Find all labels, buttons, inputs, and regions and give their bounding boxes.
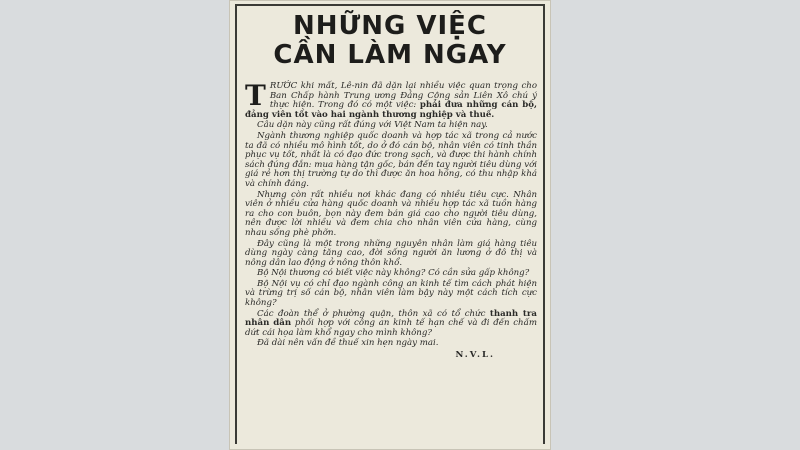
paragraph-5: Đây cũng là một trong những nguyên nhân làm giá hàng tiêu dùng ngày càng tăng cao, đời sống người ăn lương ở đô thị và nông dân lao động ở nông thôn khổ.: [245, 238, 537, 268]
paragraph-8-text-a: Các đoàn thể ở phường quận, thôn xã có tổ chức: [257, 308, 490, 319]
border-rule-top: [235, 4, 545, 6]
drop-cap: T: [245, 79, 266, 112]
article-body: [245, 79, 537, 361]
paragraph-2: Câu dặn này cũng rất đúng với Việt Nam ta hiện nay.: [257, 120, 488, 131]
border-rule-right: [543, 4, 545, 444]
paragraph-9: Đã dài nên vấn đề thuế xin hẹn ngày mai.: [257, 338, 439, 349]
paragraph-1: [245, 79, 537, 120]
paragraph-1-emphasis: phải đưa những cán bộ, đảng viên tốt vào hai ngành thương nghiệp và thuế.: [245, 100, 537, 120]
paragraph-8-emphasis: thanh tra nhân dân: [245, 308, 537, 329]
paragraph-6: Bộ Nội thương có biết việc này không? Có cần sửa gấp không?: [257, 268, 530, 279]
paragraph-4: Nhưng còn rất nhiều nơi khác đang có nhiều tiêu cực. Nhân viên ở nhiều cửa hàng quốc doanh và nhiều hợp tác xã tuồn hàng ra cho con buôn, bọn này đem bán giá cao cho người tiêu dùng, nên được lời nhiều và đem chia cho nhân viên cửa hàng, cùng nhau sống phè phỡn.: [245, 189, 537, 238]
newspaper-clipping: [229, 0, 551, 450]
paragraph-1-text: RƯỚC khi mất, Lê-nin đã dặn lại nhiều việc quan trọng cho Ban Chấp hành Trung ương Đảng Cộng sản Liên Xô chú ý thực hiện. Trong đó có một việc:: [269, 81, 537, 111]
author-signature: N.V.L.: [455, 350, 495, 361]
paragraph-8-text-b: phối hợp với công an kinh tế hạn chế và đi đến chấm dứt cái họa làm khổ ngay cho mình không?: [245, 318, 537, 338]
paragraph-3: Ngành thương nghiệp quốc doanh và hợp tác xã trong cả nước ta đã có nhiều mô hình tốt, do ở đó cán bộ, nhân viên có tinh thần phục vụ tốt, nhất là có đạo đức trong sạch, và được thi hành chính sách đúng đắn: mua hàng tận gốc, bán đến tay người tiêu dùng với giá rẻ hơn thị trường tự do thì được ăn hoa hồng, có thu nhập khá và chính đáng.: [245, 130, 537, 189]
border-rule-left: [235, 4, 237, 444]
paragraph-8: [245, 310, 537, 339]
paragraph-7: Bộ Nội vụ có chỉ đạo ngành công an kinh tế tìm cách phát hiện và trừng trị số cán bộ, nhân viên làm bậy này một cách tích cực không?: [245, 278, 537, 309]
headline-line-1: NHỮNG VIỆC: [292, 11, 488, 41]
article-headline: [229, 12, 551, 70]
headline-line-2: CẦN LÀM NGAY: [273, 40, 507, 70]
